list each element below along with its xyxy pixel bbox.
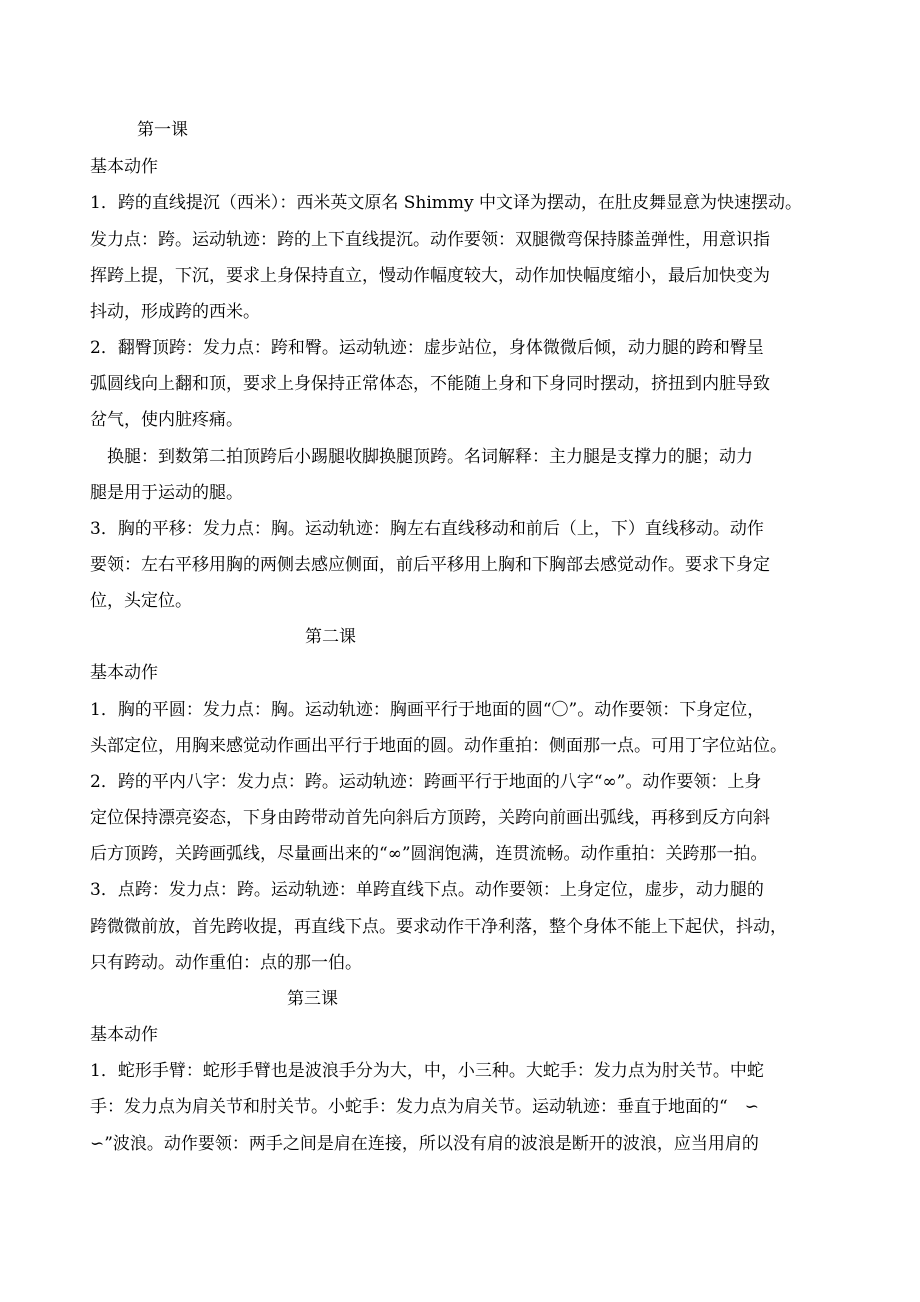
paragraph-line: 要领：左右平移用胸的两侧去感应侧面，前后平移用上胸和下胸部去感觉动作。要求下身定 bbox=[90, 555, 770, 575]
paragraph-line: 3．胸的平移：发力点：胸。运动轨迹：胸左右直线移动和前后（上，下）直线移动。动作 bbox=[90, 519, 764, 539]
paragraph-line: 1．蛇形手臂：蛇形手臂也是波浪手分为大，中，小三种。大蛇手：发力点为肘关节。中蛇 bbox=[90, 1061, 764, 1081]
paragraph-line: 腿是用于运动的腿。 bbox=[90, 483, 243, 503]
lesson-3-title: 第三课 bbox=[287, 989, 338, 1009]
paragraph-line: 岔气，使内脏疼痛。 bbox=[90, 410, 243, 430]
paragraph-line: 手：发力点为肩关节和肘关节。小蛇手：发力点为肩关节。运动轨迹：垂直于地面的“ ∽ bbox=[90, 1097, 759, 1117]
lesson-1-title: 第一课 bbox=[137, 120, 188, 140]
paragraph-line: 位，头定位。 bbox=[90, 591, 192, 611]
paragraph-line: 抖动，形成跨的西米。 bbox=[90, 302, 260, 322]
lesson-3-subtitle: 基本动作 bbox=[90, 1025, 158, 1045]
paragraph-line: 3．点跨：发力点：跨。运动轨迹：单跨直线下点。动作要领：上身定位，虚步，动力腿的 bbox=[90, 880, 764, 900]
paragraph-line: 挥跨上提，下沉，要求上身保持直立，慢动作幅度较大，动作加快幅度缩小，最后加快变为 bbox=[90, 266, 770, 286]
paragraph-line: 跨微微前放，首先跨收提，再直线下点。要求动作干净利落，整个身体不能上下起伏，抖动， bbox=[90, 917, 787, 937]
paragraph-line: ∽”波浪。动作要领：两手之间是肩在连接，所以没有肩的波浪是断开的波浪，应当用肩的 bbox=[90, 1134, 759, 1154]
paragraph-line: 后方顶跨，关跨画弧线，尽量画出来的“∞”圆润饱满，连贯流畅。动作重拍：关跨那一拍。 bbox=[90, 844, 768, 864]
paragraph-line: 定位保持漂亮姿态，下身由跨带动首先向斜后方顶跨，关跨向前画出弧线，再移到反方向斜 bbox=[90, 808, 770, 828]
paragraph-line: 2．跨的平内八字：发力点：跨。运动轨迹：跨画平行于地面的八字“∞”。动作要领：上身 bbox=[90, 772, 762, 792]
lesson-2-title: 第二课 bbox=[305, 627, 356, 647]
paragraph-line: 头部定位，用胸来感觉动作画出平行于地面的圆。动作重拍：侧面那一点。可用丁字位站位。 bbox=[90, 736, 787, 756]
lesson-1-subtitle: 基本动作 bbox=[90, 157, 158, 177]
paragraph-line: 1．跨的直线提沉（西米）：西米英文原名 Shimmy 中文译为摆动，在肚皮舞显意为快速摆动。 bbox=[90, 193, 802, 213]
lesson-2-subtitle: 基本动作 bbox=[90, 663, 158, 683]
paragraph-line: 换腿：到数第二拍顶跨后小踢腿收脚换腿顶跨。名词解释：主力腿是支撑力的腿；动力 bbox=[90, 447, 753, 467]
paragraph-line: 1．胸的平圆：发力点：胸。运动轨迹：胸画平行于地面的圆“〇”。动作要领：下身定位， bbox=[90, 700, 765, 720]
paragraph-line: 2．翻臀顶跨：发力点：跨和臀。运动轨迹：虚步站位，身体微微后倾，动力腿的跨和臀呈 bbox=[90, 338, 764, 358]
paragraph-line: 发力点：跨。运动轨迹：跨的上下直线提沉。动作要领：双腿微弯保持膝盖弹性，用意识指 bbox=[90, 230, 770, 250]
paragraph-line: 弧圆线向上翻和顶，要求上身保持正常体态，不能随上身和下身同时摆动，挤扭到内脏导致 bbox=[90, 374, 770, 394]
paragraph-line: 只有跨动。动作重伯：点的那一伯。 bbox=[90, 953, 362, 973]
